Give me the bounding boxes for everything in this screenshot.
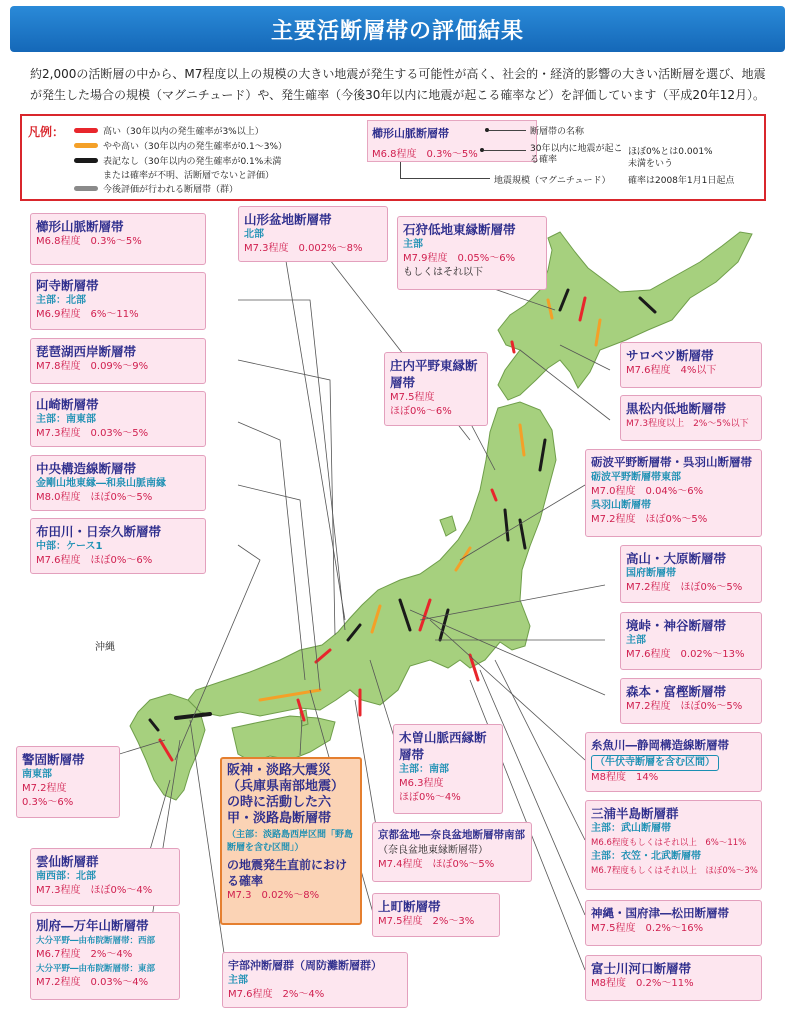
legend-note-mag: 地震規模（マグニチュード） bbox=[494, 176, 611, 186]
sado-island bbox=[440, 516, 456, 536]
fault-box-miura: 三浦半島断層群 主部：武山断層帯 M6.6程度もしくはそれ以上 6%〜11% 主部：衣笠・北武断層帯 M6.7程度もしくはそれ以上 ほぼ0%〜3% bbox=[585, 800, 762, 890]
fault-box-fujikawa: 富士川河口断層帯 M8程度 0.2%〜11% bbox=[585, 955, 762, 1001]
legend-panel bbox=[20, 114, 766, 201]
legend-item-mid: やや高い（30年以内の発生確率が0.1〜3%） bbox=[74, 139, 287, 152]
fault-box-kannawa: 神縄・国府津―松田断層帯 M7.5程度 0.2%〜16% bbox=[585, 900, 762, 946]
fault-box-beppu: 別府―万年山断層帯 大分平野―由布院断層帯：西部 M6.7程度 2%〜4% 大分平野―由布院断層帯：東部 M7.2程度 0.03%〜4% bbox=[30, 912, 180, 1000]
legend-sample-mag: M6.8程度 0.3%〜5% bbox=[372, 149, 478, 160]
fault-box-unzen: 雲仙断層群 南西部：北部 M7.3程度 ほぼ0%〜4% bbox=[30, 848, 180, 906]
legend-sample-name: 櫛形山脈断層帯 bbox=[372, 127, 449, 140]
fault-box-kuromatsunai: 黒松内低地断層帯 M7.3程度以上 2%〜5%以下 bbox=[620, 395, 762, 441]
legend-sample-box bbox=[367, 120, 537, 162]
fault-box-ishikari: 石狩低地東縁断層帯 主部 M7.9程度 0.05%〜6% もしくはそれ以下 bbox=[397, 216, 547, 290]
fault-box-itoigawa: 糸魚川―静岡構造線断層帯 （牛伏寺断層を含む区間） M8程度 14% bbox=[585, 732, 762, 792]
honshu-landmass bbox=[188, 402, 556, 716]
fault-box-yamasaki: 山崎断層帯 主部：南東部 M7.3程度 0.03%〜5% bbox=[30, 391, 206, 447]
black-line-icon bbox=[74, 158, 98, 163]
legend-note-name: 断層帯の名称 bbox=[530, 127, 585, 137]
intro-text: 約2,000の活断層の中から、M7程度以上の規模の大きい地震が発生する可能性が高く、社会的・経済的影響の大きい活断層を選び、地震が発生した場合の規模（マグニチュード）や、発生確率（今後30年以内に地震が起こる確率など）を評価しています（平成20年12月）。 bbox=[30, 67, 766, 102]
legend-pointer-line bbox=[484, 150, 526, 151]
fault-box-sarobetsu: サロベツ断層帯 M7.6程度 4%以下 bbox=[620, 342, 762, 388]
fault-box-kego: 警固断層帯 南東部 M7.2程度 0.3%〜6% bbox=[16, 746, 120, 818]
fault-box-sakaitoge: 境峠・神谷断層帯 主部 M7.6程度 0.02%〜13% bbox=[620, 612, 762, 670]
fault-box-yamagata: 山形盆地断層帯 北部 M7.3程度 0.002%〜8% bbox=[238, 206, 388, 262]
page-title: 主要活断層帯の評価結果 bbox=[270, 18, 524, 44]
fault-box-biwako: 琵琶湖西岸断層帯 M7.8程度 0.09%〜9% bbox=[30, 338, 206, 384]
fault-box-uemachi: 上町断層帯 M7.5程度 2%〜3% bbox=[372, 893, 500, 937]
legend-note-prob-a: ほぼ0%とは0.001% bbox=[628, 147, 713, 157]
fault-box-chuo: 中央構造線断層帯 金剛山地東縁―和泉山脈南縁 M8.0程度 ほぼ0%〜5% bbox=[30, 455, 206, 511]
legend-pointer-line bbox=[400, 162, 401, 178]
legend-item-low: 表記なし（30年以内の発生確率が0.1%未満 bbox=[74, 154, 281, 167]
fault-box-hanshin: 阪神・淡路大震災（兵庫県南部地震）の時に活動した六甲・淡路島断層帯 （主部：淡路島西岸区間「野島断層を含む区間」） の地震発生直前における確率 M7.3 0.02%〜8% bbox=[220, 757, 362, 925]
fault-box-morimoto: 森本・富樫断層帯 M7.2程度 ほぼ0%〜5% bbox=[620, 678, 762, 724]
fault-box-tonami: 砺波平野断層帯・呉羽山断層帯 砺波平野断層帯東部 M7.0程度 0.04%〜6% 呉羽山断層帯 M7.2程度 ほぼ0%〜5% bbox=[585, 449, 762, 537]
legend-title: 凡例： bbox=[28, 125, 65, 139]
okinawa-label: 沖縄 bbox=[95, 642, 115, 653]
legend-pointer-line bbox=[489, 130, 526, 131]
title-banner bbox=[10, 6, 785, 52]
legend-pointer-line bbox=[400, 178, 490, 179]
legend-note-prob: 30年以内に地震が起こる確率 bbox=[530, 144, 623, 165]
fault-box-kiso: 木曽山脈西縁断層帯 主部：南部 M6.3程度 ほぼ0%〜4% bbox=[393, 724, 503, 814]
fault-box-kushigata: 櫛形山脈断層帯 M6.8程度 0.3%〜5% bbox=[30, 213, 206, 265]
legend-item-low-cont: または確率が不明、活断層でないと評価） bbox=[103, 171, 275, 181]
red-line-icon bbox=[74, 128, 98, 133]
legend-item-gray: 今後評価が行われる断層帯（群） bbox=[74, 182, 238, 195]
legend-note-prob-b: 未満をいう bbox=[628, 159, 674, 169]
fault-line bbox=[512, 342, 514, 352]
fault-box-akadera: 阿寺断層帯 主部：北部 M6.9程度 6%〜11% bbox=[30, 272, 206, 330]
fault-box-takayama: 高山・大原断層帯 国府断層帯 M7.2程度 ほぼ0%〜5% bbox=[620, 545, 762, 603]
legend-item-high: 高い（30年以内の発生確率が3%以上） bbox=[74, 124, 264, 137]
gray-line-icon bbox=[74, 186, 98, 191]
fault-box-ubeoki: 宇部沖断層群（周防灘断層群） 主部 M7.6程度 2%〜4% bbox=[222, 952, 408, 1008]
legend-note-date: 確率は2008年1月1日起点 bbox=[628, 176, 735, 186]
orange-line-icon bbox=[74, 143, 98, 148]
fault-box-shonai: 庄内平野東縁断層帯 M7.5程度 ほぼ0%〜6% bbox=[384, 352, 488, 426]
fault-box-nara: 京都盆地―奈良盆地断層帯南部 （奈良盆地東縁断層帯） M7.4程度 ほぼ0%〜5% bbox=[372, 822, 532, 882]
fault-box-futagawa: 布田川・日奈久断層帯 中部：ケース1 M7.6程度 ほぼ0%〜6% bbox=[30, 518, 206, 574]
